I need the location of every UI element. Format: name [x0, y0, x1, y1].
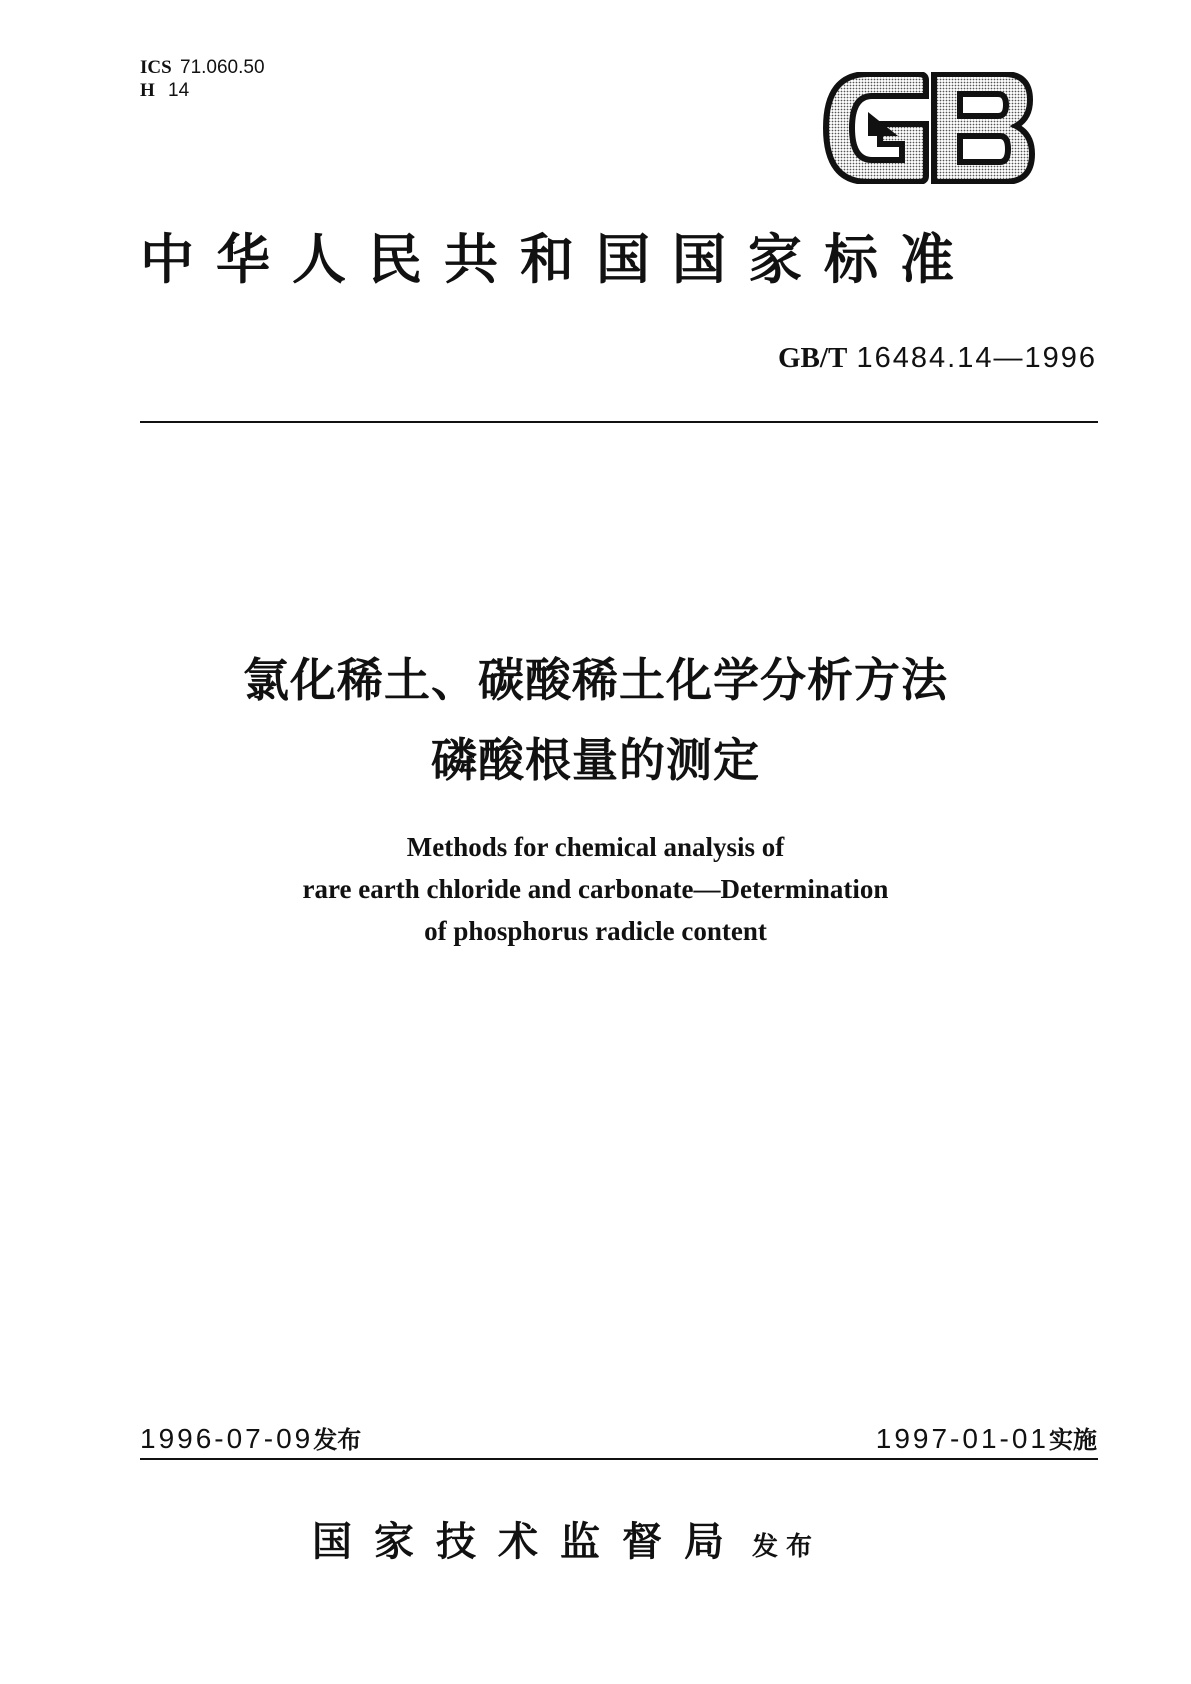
ics-row	[140, 56, 265, 79]
standard-number-code: 16484.14—1996	[856, 342, 1097, 374]
chinese-title-line-1: 氯化稀土、碳酸稀土化学分析方法	[243, 653, 948, 707]
standard-number-prefix: GB/T	[777, 342, 848, 374]
classification-codes	[140, 56, 265, 102]
chinese-title-line-2: 磷酸根量的测定	[431, 733, 760, 787]
issued-date-value: 1996-07-09	[140, 1423, 314, 1454]
issuer-verb: 发布	[752, 1532, 821, 1562]
h-value: 14	[168, 80, 190, 101]
h-row	[140, 79, 265, 102]
h-label: H	[140, 80, 155, 101]
english-title-line-3: of phosphorus radicle content	[424, 916, 767, 946]
issuer-name: 国家技术监督局	[312, 1518, 746, 1565]
english-title	[0, 826, 1191, 952]
english-title-line-1: Methods for chemical analysis of	[406, 832, 785, 862]
chinese-title	[0, 640, 1191, 800]
ics-label: ICS	[140, 57, 172, 78]
english-title-line-2: rare earth chloride and carbonate—Determination	[302, 874, 889, 904]
standard-number	[778, 340, 1097, 375]
ics-value: 71.060.50	[180, 57, 265, 78]
gb-logo-b	[934, 74, 1032, 182]
top-divider	[140, 421, 1098, 423]
effective-date-value: 1997-01-01	[875, 1423, 1049, 1454]
gb-logo	[822, 72, 1036, 184]
gb-logo-g	[826, 74, 926, 182]
bottom-divider	[140, 1458, 1098, 1460]
issued-date	[140, 1420, 361, 1455]
effective-date-label: 实施	[1049, 1426, 1097, 1454]
effective-date	[876, 1420, 1097, 1455]
issued-date-label: 发布	[313, 1426, 362, 1454]
issuer	[312, 1510, 820, 1567]
national-standard-title: 中华人民共和国国家标准	[140, 227, 976, 291]
